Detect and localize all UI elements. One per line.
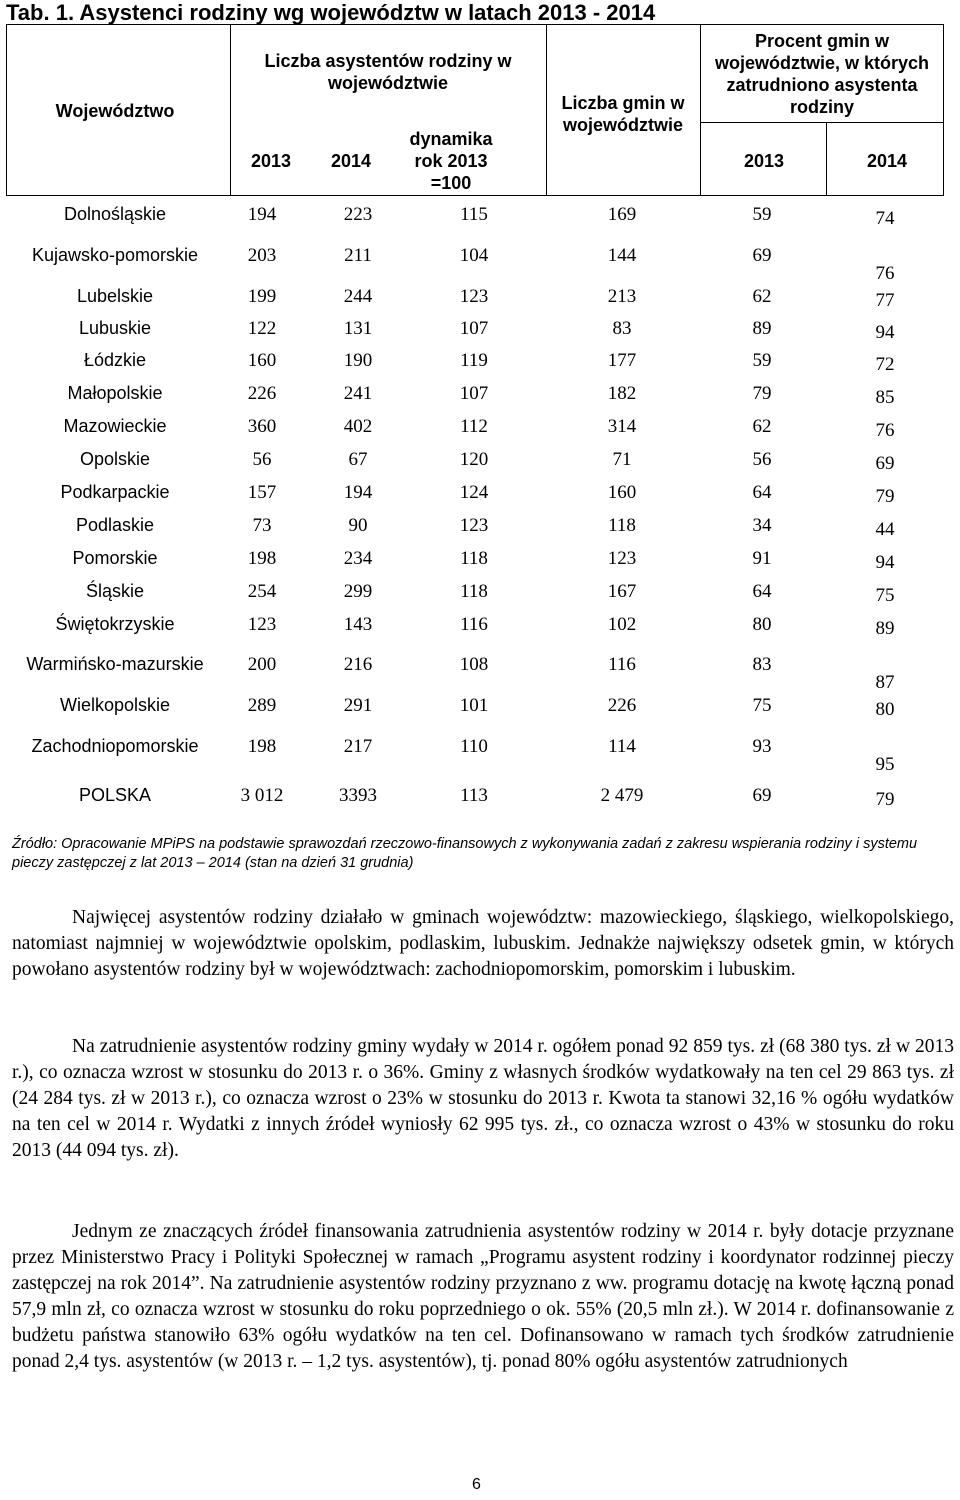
table-row [0, 581, 960, 611]
cell-p2013: 69 [752, 785, 772, 806]
cell-wojewodztwo: POLSKA [78, 785, 152, 805]
paragraph-2: Na zatrudnienie asystentów rodziny gminy wydały w 2014 r. ogółem ponad 92 859 tys. zł (68 380 tys. zł w 2013 r.), co oznacza wzrost w stosunku do 2013 r. o 36%. Gminy z własnych środków wydatkowały na ten cel 29 863 tys. zł (24 284 tys. zł w 2013 r.), co oznacza wzrost o 23% w stosunku do 2013 r. Kwota ta stanowi 32,16 % ogółu wydatków na ten cel w 2014 r. Wydatki z innych źródeł wyniosły 62 995 tys. zł., co oznacza wzrost o 43% w stosunku do roku 2013 (44 094 tys. zł). [12, 1036, 954, 1161]
cell-dyn: 112 [460, 416, 488, 437]
header-liczba-asystentow: Liczba asystentów rodziny w województwie [264, 51, 512, 93]
cell-p2013: 69 [752, 245, 772, 266]
table-title: Tab. 1. Asystenci rodziny wg województw w latach 2013 - 2014 [6, 0, 656, 25]
table-source-note: Źródło: Opracowanie MPiPS na podstawie sprawozdań rzeczowo-finansowych z wykonywania zadań z zakresu wspierania rodziny i systemu pieczy zastępczej z lat 2013 – 2014 (stan na dzień 31 grudnia) [12, 836, 918, 871]
cell-gminy: 114 [608, 736, 636, 757]
header-percent-2013: 2013 [743, 151, 785, 171]
cell-a2014: 241 [343, 383, 373, 404]
cell-a2014: 143 [343, 614, 373, 635]
cell-p2013: 64 [752, 581, 772, 602]
cell-gminy: 83 [612, 318, 632, 339]
header-divider [700, 122, 944, 123]
header-percent-2014: 2014 [866, 151, 908, 171]
cell-p2013: 59 [752, 350, 772, 371]
cell-a2013: 198 [247, 548, 277, 569]
cell-p2013: 62 [752, 286, 772, 307]
cell-wojewodztwo: Mazowieckie [63, 416, 167, 436]
cell-a2014: 244 [343, 286, 373, 307]
cell-a2014: 223 [343, 204, 373, 225]
cell-p2013: 34 [752, 515, 772, 536]
cell-a2013: 200 [247, 654, 277, 675]
table-row [0, 286, 960, 316]
page-number: 6 [472, 1476, 481, 1493]
cell-wojewodztwo: Opolskie [79, 449, 151, 469]
cell-p2014: 80 [875, 699, 895, 720]
cell-a2013: 198 [247, 736, 277, 757]
cell-p2014: 94 [875, 552, 895, 573]
table-row [0, 515, 960, 545]
table-row [0, 736, 960, 775]
table-row [0, 245, 960, 284]
table-row [0, 383, 960, 413]
cell-p2013: 91 [752, 548, 772, 569]
cell-p2013: 79 [752, 383, 772, 404]
header-dynamika: dynamika rok 2013 =100 [409, 129, 493, 193]
cell-p2014: 87 [875, 672, 895, 693]
cell-wojewodztwo: Śląskie [85, 581, 145, 601]
cell-a2014: 90 [348, 515, 368, 536]
cell-wojewodztwo: Podkarpackie [60, 482, 170, 502]
cell-gminy: 123 [607, 548, 637, 569]
cell-gminy: 226 [607, 695, 637, 716]
cell-wojewodztwo: Świętokrzyskie [55, 614, 175, 634]
cell-a2014: 291 [343, 695, 373, 716]
header-divider [546, 24, 547, 196]
cell-a2014: 299 [343, 581, 373, 602]
header-year-2014: 2014 [330, 151, 372, 171]
cell-gminy: 2 479 [600, 785, 644, 806]
cell-a2014: 216 [343, 654, 373, 675]
cell-wojewodztwo: Małopolskie [67, 383, 163, 403]
cell-p2013: 64 [752, 482, 772, 503]
cell-p2013: 89 [752, 318, 772, 339]
cell-a2014: 234 [343, 548, 373, 569]
table-row [0, 449, 960, 479]
cell-p2014: 95 [875, 754, 895, 775]
cell-dyn: 124 [459, 482, 489, 503]
cell-gminy: 314 [607, 416, 637, 437]
cell-p2013: 62 [752, 416, 772, 437]
header-procent-gmin: Procent gmin w województwie, w których zatrudniono asystenta rodziny [714, 31, 930, 117]
cell-p2014: 85 [875, 387, 895, 408]
cell-gminy: 102 [607, 614, 637, 635]
cell-gminy: 213 [607, 286, 637, 307]
cell-dyn: 123 [459, 286, 489, 307]
cell-dyn: 107 [459, 318, 489, 339]
cell-a2013: 360 [247, 416, 277, 437]
cell-p2013: 75 [752, 695, 772, 716]
cell-wojewodztwo: Wielkopolskie [59, 695, 171, 715]
cell-dyn: 115 [460, 204, 488, 225]
cell-p2013: 56 [752, 449, 772, 470]
cell-a2013: 122 [247, 318, 277, 339]
cell-p2014: 77 [875, 290, 895, 311]
cell-a2014: 3393 [339, 785, 377, 806]
cell-a2014: 194 [343, 482, 373, 503]
header-divider [230, 24, 231, 196]
cell-p2014: 79 [875, 486, 895, 507]
cell-gminy: 71 [612, 449, 632, 470]
cell-dyn: 108 [459, 654, 489, 675]
cell-p2014: 76 [875, 263, 895, 284]
cell-p2014: 79 [875, 789, 895, 810]
header-divider [826, 122, 827, 196]
cell-dyn: 119 [460, 350, 488, 371]
cell-wojewodztwo: Lubuskie [78, 318, 152, 338]
cell-wojewodztwo: Pomorskie [72, 548, 158, 568]
cell-wojewodztwo: Dolnośląskie [63, 204, 167, 224]
cell-gminy: 144 [607, 245, 637, 266]
cell-gminy: 182 [607, 383, 637, 404]
cell-a2013: 3 012 [240, 785, 284, 806]
table-row [0, 318, 960, 348]
cell-a2013: 289 [247, 695, 277, 716]
cell-a2013: 194 [247, 204, 277, 225]
cell-p2014: 74 [875, 208, 895, 229]
cell-wojewodztwo: Łódzkie [83, 350, 147, 370]
cell-dyn: 118 [460, 548, 488, 569]
cell-a2013: 123 [247, 614, 277, 635]
table-row [0, 204, 960, 234]
cell-gminy: 167 [607, 581, 637, 602]
cell-gminy: 160 [607, 482, 637, 503]
table-row [0, 482, 960, 512]
cell-gminy: 169 [607, 204, 637, 225]
cell-p2014: 75 [875, 585, 895, 606]
cell-p2013: 59 [752, 204, 772, 225]
cell-p2013: 93 [752, 736, 772, 757]
header-year-2013: 2013 [250, 151, 292, 171]
table-row [0, 654, 960, 693]
cell-p2013: 80 [752, 614, 772, 635]
table-row [0, 350, 960, 380]
cell-a2013: 254 [247, 581, 277, 602]
cell-dyn: 101 [459, 695, 489, 716]
cell-gminy: 177 [607, 350, 637, 371]
cell-dyn: 123 [459, 515, 489, 536]
cell-p2014: 72 [875, 354, 895, 375]
table-row [0, 614, 960, 644]
cell-a2013: 160 [247, 350, 277, 371]
cell-p2014: 94 [875, 322, 895, 343]
cell-a2013: 199 [247, 286, 277, 307]
cell-a2014: 190 [343, 350, 373, 371]
table-row [0, 785, 960, 815]
header-divider [700, 24, 701, 196]
cell-p2014: 76 [875, 420, 895, 441]
cell-gminy: 118 [608, 515, 636, 536]
paragraph-1: Najwięcej asystentów rodziny działało w gminach województw: mazowieckiego, śląskiego, wielkopolskiego, natomiast najmniej w województwie opolskim, podlaskim, lubuskim. Jednakże największy odsetek gmin, w których powołano asystentów rodziny był w województwach: zachodniopomorskim, pomorskim i lubuskim. [12, 907, 954, 980]
cell-a2014: 217 [343, 736, 373, 757]
cell-dyn: 107 [459, 383, 489, 404]
cell-a2013: 56 [252, 449, 272, 470]
cell-a2014: 67 [348, 449, 368, 470]
cell-p2014: 69 [875, 453, 895, 474]
cell-p2014: 89 [875, 618, 895, 639]
cell-dyn: 118 [460, 581, 488, 602]
cell-dyn: 120 [459, 449, 489, 470]
cell-a2013: 203 [247, 245, 277, 266]
cell-p2014: 44 [875, 519, 895, 540]
cell-a2013: 73 [252, 515, 272, 536]
cell-a2013: 157 [247, 482, 277, 503]
cell-dyn: 104 [459, 245, 489, 266]
table-row [0, 416, 960, 446]
cell-wojewodztwo: Lubelskie [76, 286, 154, 306]
paragraph-3: Jednym ze znaczących źródeł finansowania zatrudnienia asystentów rodziny w 2014 r. były dotacje przyznane przez Ministerstwo Pracy i Polityki Społecznej w ramach „Programu asystent rodziny i koordynator rodzinnej pieczy zastępczej na rok 2014”. Na zatrudnienie asystentów rodziny przyznano z ww. programu dotację na kwotę łączną ponad 57,9 mln zł, co oznacza wzrost w stosunku do roku poprzedniego o ok. 55% (20,5 mln zł.). W 2014 r. dofinansowanie z budżetu państwa stanowiło 63% ogółu wydatków na ten cel. Dofinansowano w ramach tych środków zatrudnienie ponad 2,4 tys. asystentów (w 2013 r. – 1,2 tys. asystentów), tj. ponad 80% ogółu asystentów zatrudnionych [12, 1221, 954, 1372]
header-liczba-gmin: Liczba gmin w województwie [561, 93, 685, 135]
cell-a2014: 402 [343, 416, 373, 437]
cell-wojewodztwo: Zachodniopomorskie [31, 736, 199, 756]
header-wojewodztwo: Województwo [55, 101, 175, 121]
cell-dyn: 110 [460, 736, 488, 757]
cell-dyn: 113 [460, 785, 488, 806]
cell-wojewodztwo: Kujawsko-pomorskie [31, 245, 199, 265]
cell-a2014: 211 [344, 245, 372, 266]
cell-dyn: 116 [460, 614, 488, 635]
table-row [0, 695, 960, 725]
cell-p2013: 83 [752, 654, 772, 675]
cell-a2014: 131 [343, 318, 373, 339]
table-row [0, 548, 960, 578]
cell-gminy: 116 [608, 654, 636, 675]
cell-a2013: 226 [247, 383, 277, 404]
cell-wojewodztwo: Warmińsko-mazurskie [26, 654, 204, 674]
cell-wojewodztwo: Podlaskie [75, 515, 155, 535]
